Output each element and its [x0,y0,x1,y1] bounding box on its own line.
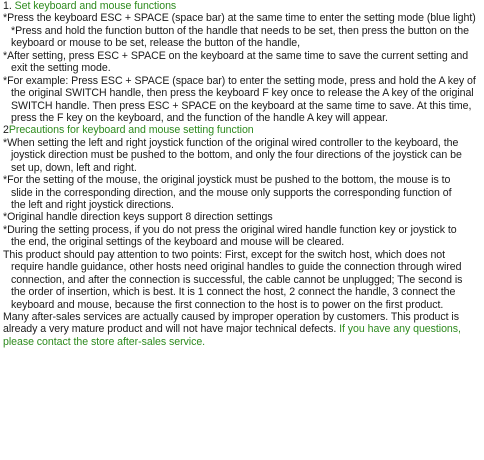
contact-line: please contact the store after-sales service. [3,335,206,348]
section2-number: 2 [3,124,9,137]
section1-line: keyboard or mouse to be set, release the button of the handle, [11,37,301,50]
section2-heading [3,124,481,136]
note-line: This product should pay attention to two points: First, except for the switch host, which does not [3,248,446,261]
section2-line: *During the setting process, if you do not press the original wired handle function key or joystick to [3,223,457,236]
note-line: connection, and after the connection is successful, the cable cannot be unplugged; The second is [11,273,463,286]
section1-line: the original SWITCH handle, then press the keyboard F key once to release the A key of the original [11,87,474,100]
note-line: keyboard and mouse, because the first connection to the host is to power on the first product. [11,298,444,311]
section1-line: *After setting, press ESC + SPACE on the keyboard at the same time to save the current setting and [3,49,469,62]
section1-line: *Press the keyboard ESC + SPACE (space bar) at the same time to enter the setting mode (blue light) [3,12,476,25]
section1-title: Set keyboard and mouse functions [14,0,177,12]
note-line: the order of insertion, which is best. It is 1 connect the host, 2 connect the handle, 3 connect the [11,286,456,299]
contact-prompt: If you have any questions, [339,323,461,336]
section1-line: *For example: Press ESC + SPACE (space bar) to enter the setting mode, press and hold the A key of [3,74,476,87]
section2-line: *For the setting of the mouse, the original joystick must be pushed to the bottom, the mouse is to [3,174,451,187]
section2-line: joystick direction must be pushed to the bottom, and only the four directions of the joystick can be [11,149,462,162]
section2-line: set up, down, left and right. [11,161,137,174]
section2-line: *When setting the left and right joystick function of the original wired controller to the keyboard, the [3,136,459,149]
section1-line: *Press and hold the function button of the handle that needs to be set, then press the button on the [11,24,469,37]
section1-line: exit the setting mode. [11,62,111,75]
section1-number: 1. [3,0,15,12]
section2-line: the end, the original settings of the keyboard and mouse will be cleared. [11,236,345,249]
section1-line: press the F key on the keyboard, and the function of the handle A key will appear. [11,111,388,124]
section2-line: *Original handle direction keys support 8 direction settings [3,211,273,224]
section1-line: SWITCH handle. Then press ESC + SPACE on the keyboard at the same time to save. At this time, [11,99,472,112]
closing-text: already a very mature product and will not have major technical defects. [3,323,340,336]
section2-title: Precautions for keyboard and mouse setting function [8,124,254,137]
note-line: require handle guidance, other hosts need original handles to guide the connection through wired [11,261,462,274]
section2-line: slide in the corresponding direction, and the mouse only supports the corresponding function of [11,186,452,199]
note-line: Many after-sales services are actually caused by improper operation by customers. This product is [3,310,459,323]
instruction-document [3,0,481,348]
section2-line: the left and right joystick directions. [11,199,174,211]
closing-line [3,323,481,335]
section1-heading [3,0,481,12]
